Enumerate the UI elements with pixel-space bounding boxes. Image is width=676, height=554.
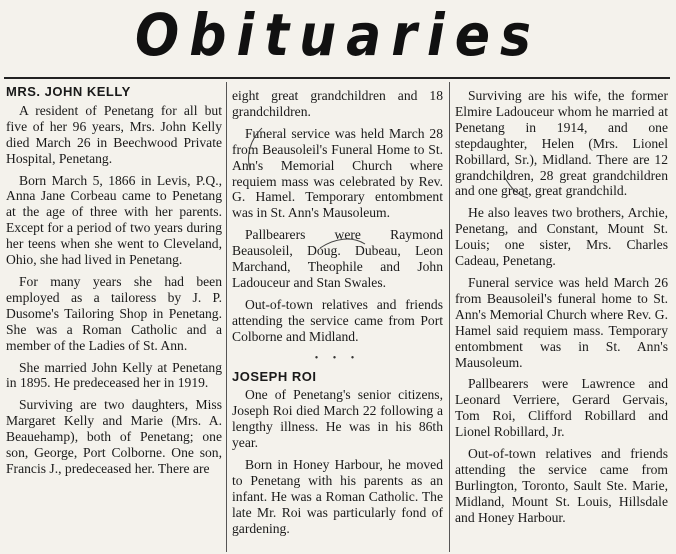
paragraph: Funeral service was held March 28 from Beausoleil's Funeral Home to St. Ann's Memorial Church where requiem mass was celebrated by Rev. G. Hamel. Temporary entombment was in St. Ann's Mausoleum. xyxy=(232,125,443,221)
masthead xyxy=(0,0,676,78)
section-title: Obituaries xyxy=(135,2,541,70)
continued-paragraph: eight great grandchildren and 18 grandchildren. xyxy=(232,88,443,119)
paragraph: Funeral service was held March 26 from Beausoleil's funeral home to St. Ann's Memorial Church where Rev. G. Hamel said requiem mass. Temporary entombment was in St. Ann's Mausoleum. xyxy=(455,274,668,370)
paragraph: Out-of-town relatives and friends attending the service came from Port Colborne and Midland. xyxy=(232,296,443,344)
masthead-rule xyxy=(4,77,670,79)
separator-dots: • • • xyxy=(314,352,361,364)
column-divider xyxy=(226,82,227,552)
paragraph: One of Penetang's senior citizens, Joseph Roi died March 22 following a lengthy illness. He was in his 86th year. xyxy=(232,387,443,451)
column-3 xyxy=(455,88,668,532)
paragraph: Surviving are two daughters, Miss Margaret Kelly and Marie (Mrs. A. Beauehamp), both of Penetang; one son, George, Port Colborne. One son, Francis J., predeceased her. There are xyxy=(6,397,222,476)
paragraph: Pallbearers were Raymond Beausoleil, Doug. Dubeau, Leon Marchand, Theophile and John Ladouceur and Stan Swales. xyxy=(232,227,443,290)
paragraph: Surviving are his wife, the former Elmire Ladouceur whom he married at Penetang in 1914, and one stepdaughter, Helen (Mrs. Lionel Robillard, Sr.), Midland. There are 12 grandchildren, 28 great grandchildren and one great, great grandchild. xyxy=(455,88,668,199)
paragraph: He also leaves two brothers, Archie, Penetang, and Constant, Mount St. Louis; one sister, Mrs. Charles Cadeau, Penetang. xyxy=(455,205,668,269)
paragraph: For many years she had been employed as a tailoress by J. P. Dusome's Tailoring Shop in Penetang. She was a Roman Catholic and a member of the Ladies of St. Ann. xyxy=(6,273,222,353)
column-divider xyxy=(449,82,450,552)
column-1 xyxy=(6,82,222,483)
paragraph: She married John Kelly at Penetang in 1895. He predeceased her in 1919. xyxy=(6,359,222,391)
paragraph: Out-of-town relatives and friends attending the service came from Burlington, Toronto, Sault Ste. Marie, Midland, Mount St. Louis, Hillsdale and Honey Harbour. xyxy=(455,446,668,525)
paragraph: Born in Honey Harbour, he moved to Penetang with his parents as an infant. He was a Roman Catholic. The late Mr. Roi was particularly fond of gardening. xyxy=(232,457,443,536)
obituary-headline: MRS. JOHN KELLY xyxy=(6,84,131,99)
paragraph: A resident of Penetang for all but five of her 96 years, Mrs. John Kelly died March 26 in Beechwood Private Hospital, Penetang. xyxy=(6,102,222,166)
paragraph: Born March 5, 1866 in Levis, P.Q., Anna Jane Corbeau came to Penetang at the age of three with her parents. Except for a period of two years during her teens when she went to Cleveland, Ohio, she had lived in Penetang. xyxy=(6,172,222,268)
obituary-headline: JOSEPH ROI xyxy=(232,368,317,384)
column-2 xyxy=(232,88,443,543)
paragraph: Pallbearers were Lawrence and Leonard Verriere, Gerard Gervais, Tom Roi, Clifford Robillard and Lionel Robillard, Jr. xyxy=(455,376,668,440)
